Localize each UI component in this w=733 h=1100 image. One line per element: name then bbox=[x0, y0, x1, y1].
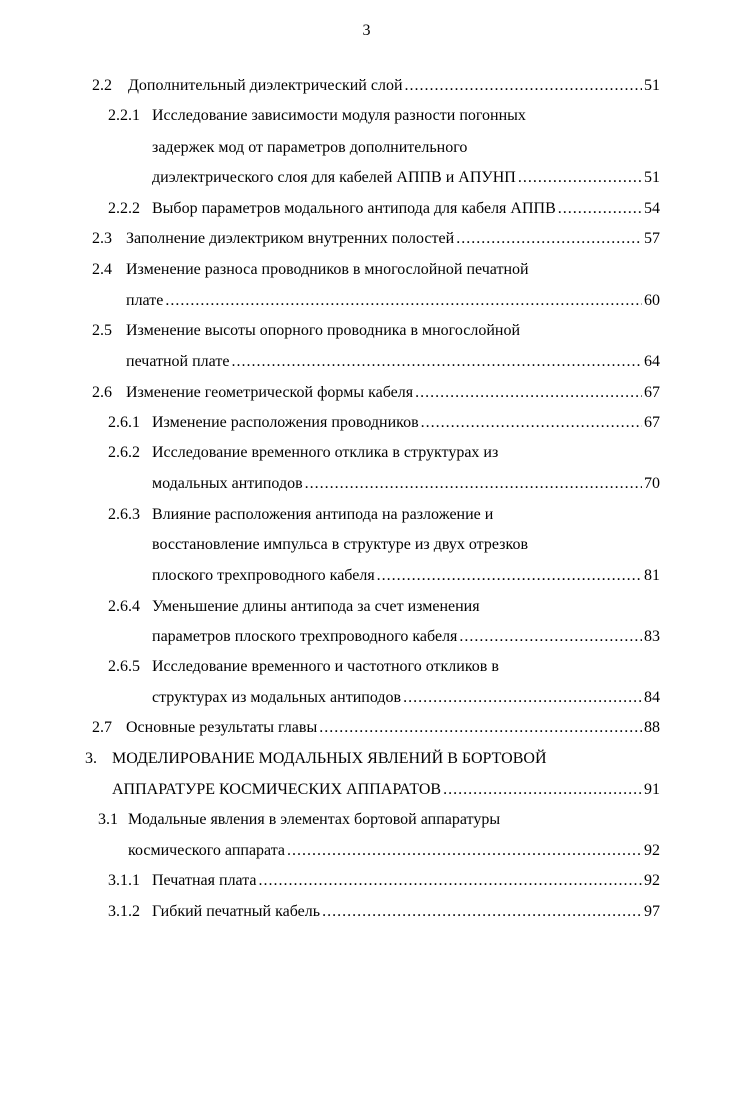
toc-title: Влияние расположения антипода на разложение и bbox=[152, 506, 494, 523]
toc-title: модальных антиподов bbox=[152, 475, 303, 492]
toc-title: плоского трехпроводного кабеля bbox=[152, 567, 375, 584]
toc-title: Модальные явления в элементах бортовой аппаратуры bbox=[128, 811, 501, 828]
dot-leader bbox=[287, 840, 642, 862]
toc-line bbox=[126, 351, 660, 373]
toc-page-number: 51 bbox=[644, 169, 660, 186]
toc-number: 2.6.2 bbox=[108, 444, 140, 461]
toc-title: Выбор параметров модального антипода для кабеля АППВ bbox=[152, 200, 556, 217]
toc-number: 2.6.4 bbox=[108, 598, 140, 615]
toc-line bbox=[92, 320, 660, 342]
toc-line bbox=[128, 840, 660, 862]
toc-number: 2.6.1 bbox=[108, 414, 140, 431]
toc-line bbox=[98, 809, 660, 831]
toc-title: Заполнение диэлектриком внутренних полостей bbox=[126, 230, 455, 247]
toc-page-number: 57 bbox=[644, 230, 660, 247]
toc-line bbox=[92, 228, 660, 250]
dot-leader bbox=[259, 870, 642, 892]
dot-leader bbox=[558, 198, 642, 220]
toc-title: Исследование зависимости модуля разности погонных bbox=[152, 107, 526, 124]
dot-leader bbox=[165, 290, 642, 312]
dot-leader bbox=[377, 565, 642, 587]
dot-leader bbox=[231, 351, 642, 373]
toc-line bbox=[108, 656, 660, 678]
toc-number: 2.2.2 bbox=[108, 200, 140, 217]
toc-page-number: 91 bbox=[644, 781, 660, 798]
toc-title: структурах из модальных антиподов bbox=[152, 689, 402, 706]
toc-line bbox=[85, 748, 660, 770]
toc-line bbox=[92, 382, 660, 404]
toc-line bbox=[108, 105, 660, 127]
toc-page-number: 54 bbox=[644, 200, 660, 217]
toc-title: Изменение расположения проводников bbox=[152, 414, 419, 431]
toc-line bbox=[92, 259, 660, 281]
toc-line bbox=[126, 290, 660, 312]
dot-leader bbox=[456, 228, 642, 250]
toc-page-number: 81 bbox=[644, 567, 660, 584]
toc-line bbox=[92, 717, 660, 739]
dot-leader bbox=[459, 626, 642, 648]
dot-leader bbox=[415, 382, 642, 404]
toc-line bbox=[108, 504, 660, 526]
toc-number: 2.2.1 bbox=[108, 107, 140, 124]
toc-number: 3.1.2 bbox=[108, 903, 140, 920]
toc-title: АППАРАТУРЕ КОСМИЧЕСКИХ АППАРАТОВ bbox=[112, 781, 442, 798]
toc-page-number: 88 bbox=[644, 719, 660, 736]
toc-number: 2.7 bbox=[92, 719, 112, 736]
toc-line bbox=[108, 442, 660, 464]
toc-title: задержек мод от параметров дополнительного bbox=[152, 139, 468, 156]
toc-title: Изменение разноса проводников в многослойной печатной bbox=[126, 261, 529, 278]
toc-number: 3.1 bbox=[98, 811, 118, 828]
toc-title: диэлектрического слоя для кабелей АППВ и АПУНП bbox=[152, 169, 516, 186]
toc-number: 2.6.3 bbox=[108, 506, 140, 523]
toc-line bbox=[152, 626, 660, 648]
dot-leader bbox=[322, 901, 642, 923]
toc-page-number: 67 bbox=[644, 384, 660, 401]
toc-title: Печатная плата bbox=[152, 872, 257, 889]
toc-line bbox=[108, 412, 660, 434]
toc-page-number: 97 bbox=[644, 903, 660, 920]
toc-title: Гибкий печатный кабель bbox=[152, 903, 321, 920]
toc-title: Дополнительный диэлектрический слой bbox=[128, 77, 403, 94]
toc-line bbox=[92, 75, 660, 97]
dot-leader bbox=[319, 717, 642, 739]
toc-page-number: 51 bbox=[644, 77, 660, 94]
toc-line bbox=[108, 870, 660, 892]
toc-line bbox=[108, 198, 660, 220]
toc-line bbox=[152, 167, 660, 189]
toc-page-number: 67 bbox=[644, 414, 660, 431]
toc-page-number: 92 bbox=[644, 842, 660, 859]
toc-page-number: 92 bbox=[644, 872, 660, 889]
toc-page-number: 70 bbox=[644, 475, 660, 492]
toc-number: 2.4 bbox=[92, 261, 112, 278]
toc-page-number: 64 bbox=[644, 353, 660, 370]
toc-title: параметров плоского трехпроводного кабеля bbox=[152, 628, 458, 645]
toc-title: космического аппарата bbox=[128, 842, 286, 859]
toc-title: Исследование временного и частотного откликов в bbox=[152, 658, 499, 675]
dot-leader bbox=[421, 412, 642, 434]
dot-leader bbox=[405, 75, 643, 97]
toc-number: 3. bbox=[85, 750, 97, 767]
toc-number: 2.6 bbox=[92, 384, 112, 401]
toc-line bbox=[108, 901, 660, 923]
toc-title: плате bbox=[126, 292, 164, 309]
toc-line bbox=[152, 534, 660, 556]
toc-line bbox=[152, 137, 660, 159]
toc-title: Основные результаты главы bbox=[126, 719, 318, 736]
toc-title: печатной плате bbox=[126, 353, 230, 370]
page-number: 3 bbox=[362, 22, 371, 39]
toc-line bbox=[152, 565, 660, 587]
toc-number: 2.3 bbox=[92, 230, 112, 247]
dot-leader bbox=[518, 167, 642, 189]
toc-title: Уменьшение длины антипода за счет изменения bbox=[152, 598, 480, 615]
dot-leader bbox=[403, 687, 642, 709]
toc-line bbox=[108, 596, 660, 618]
toc-number: 2.5 bbox=[92, 322, 112, 339]
toc-page-number: 84 bbox=[644, 689, 660, 706]
toc-line bbox=[112, 779, 660, 801]
toc-number: 2.6.5 bbox=[108, 658, 140, 675]
toc-title: Изменение геометрической формы кабеля bbox=[126, 384, 414, 401]
toc-title: восстановление импульса в структуре из двух отрезков bbox=[152, 536, 528, 553]
toc-number: 2.2 bbox=[92, 77, 112, 94]
toc-title: МОДЕЛИРОВАНИЕ МОДАЛЬНЫХ ЯВЛЕНИЙ В БОРТОВОЙ bbox=[112, 750, 547, 767]
toc-title: Изменение высоты опорного проводника в многослойной bbox=[126, 322, 521, 339]
dot-leader bbox=[305, 473, 642, 495]
dot-leader bbox=[443, 779, 642, 801]
toc-page-number: 60 bbox=[644, 292, 660, 309]
toc-page-number: 83 bbox=[644, 628, 660, 645]
toc-line bbox=[152, 473, 660, 495]
toc-number: 3.1.1 bbox=[108, 872, 140, 889]
toc-title: Исследование временного отклика в структурах из bbox=[152, 444, 499, 461]
toc-line bbox=[152, 687, 660, 709]
